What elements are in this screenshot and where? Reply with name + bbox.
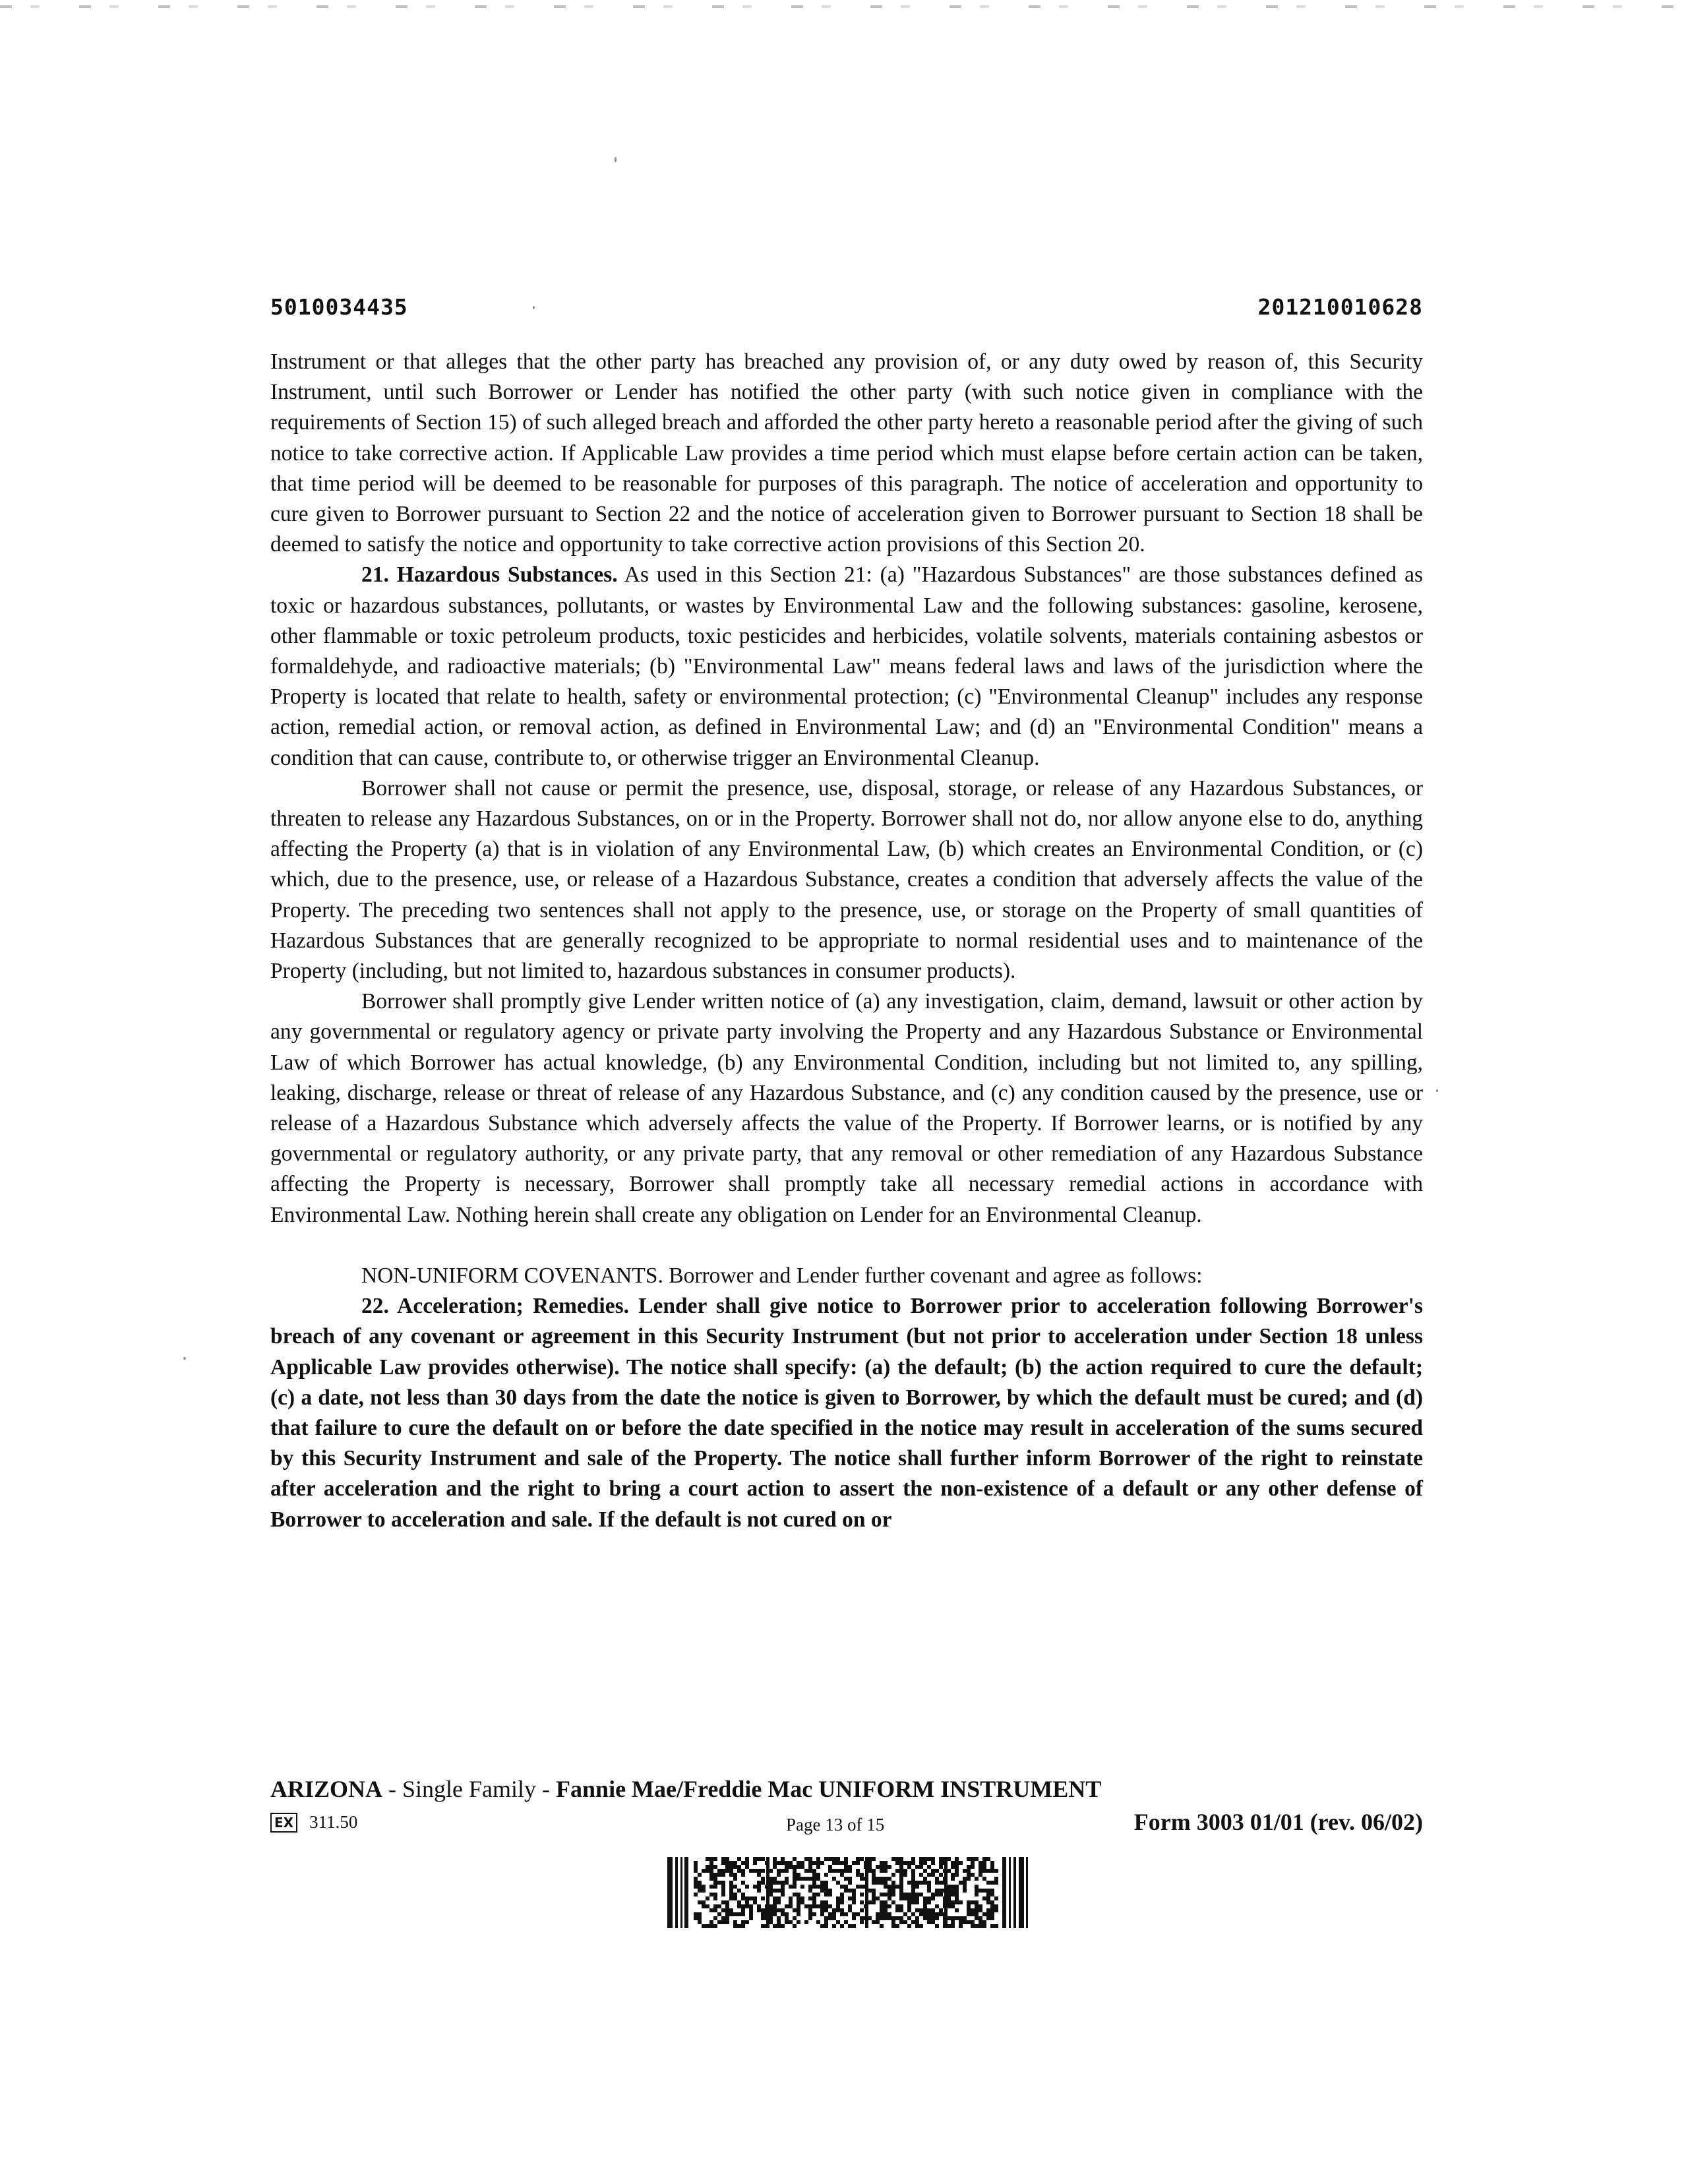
section-21-text: As used in this Section 21: (a) "Hazardous Substances" are those substances defined as toxic or hazardous substances, pollutants, or wastes by Environmental Law and the following substances: gasoline, kerosene, other flammable or toxic petroleum products, toxic pesticides and herbicides, volatile solvents, materials containing asbestos or formaldehyde, and radioactive materials; (b) "Environmental Law" means federal laws and laws of the jurisdiction where the Property is located that relate to health, safety or environmental protection; (c) "Environmental Cleanup" includes any response action, remedial action, or removal action, as defined in Environmental Law; and (d) an "Environmental Condition" means a condition that can cause, contribute to, or otherwise trigger an Environmental Cleanup. xyxy=(270,562,1423,770)
section-21-heading: 21. Hazardous Substances. xyxy=(361,562,618,588)
footer-instrument: Fannie Mae/Freddie Mac UNIFORM INSTRUMENT xyxy=(556,1776,1102,1802)
form-code xyxy=(270,1812,357,1833)
scan-speck xyxy=(183,1357,186,1360)
barcode-image xyxy=(667,1857,1029,1928)
form-code-number: 311.50 xyxy=(309,1812,358,1832)
paragraph-hazardous-notice: Borrower shall promptly give Lender written notice of (a) any investigation, claim, demand, lawsuit or other action by any governmental or regulatory agency or private party involving the Property and any Hazardous Substance or Environmental Law of which Borrower has actual knowledge, (b) any Environmental Condition, including but not limited to, any spilling, leaking, discharge, release or threat of release of any Hazardous Substance, and (c) any condition caused by the presence, use or release of a Hazardous Substance which adversely affects the value of the Property. If Borrower learns, or is notified by any governmental or regulatory authority, or any private party, that any removal or other remediation of any Hazardous Substance affecting the Property is necessary, Borrower shall promptly take all necessary remedial actions in accordance with Environmental Law. Nothing herein shall create any obligation on Lender for an Environmental Cleanup. xyxy=(270,989,1423,1227)
form-number: Form 3003 01/01 (rev. 06/02) xyxy=(1133,1809,1423,1835)
footer-family: Single Family xyxy=(402,1776,537,1802)
paragraph-hazardous-use: Borrower shall not cause or permit the presence, use, disposal, storage, or release of any Hazardous Substances, or threaten to release any Hazardous Substances, on or in the Property. Borrower shall not do, nor allow anyone else to do, anything affecting the Property (a) that is in violation of any Environmental Law, (b) which creates an Environmental Condition, or (c) which, due to the presence, use, or release of a Hazardous Substance, creates a condition that adversely affects the value of the Property. The preceding two sentences shall not apply to the presence, use, or storage on the Property of small quantities of Hazardous Substances that are generally recognized to be appropriate to normal residential uses and to maintenance of the Property (including, but not limited to, hazardous substances in consumer products). xyxy=(270,775,1423,984)
footer-separator: - xyxy=(536,1776,557,1802)
footer-row xyxy=(270,1808,1423,1841)
paragraph-section-21 xyxy=(270,560,1423,773)
document-body xyxy=(270,347,1423,1535)
footer-title xyxy=(270,1775,1101,1803)
page-number: Page 13 of 15 xyxy=(786,1815,885,1835)
scan-artifact-line xyxy=(0,5,1688,8)
scan-speck xyxy=(533,306,535,309)
document-number: 201210010628 xyxy=(1257,294,1423,320)
footer-state: ARIZONA xyxy=(270,1776,383,1802)
section-22-acceleration: 22. Acceleration; Remedies. Lender shall give notice to Borrower prior to acceleration following Borrower's breach of any covenant or agreement in this Security Instrument (but not prior to acceleration under Section 18 unless Applicable Law provides otherwise). The notice shall specify: (a) the default; (b) the action required to cure the default; (c) a date, not less than 30 days from the date the notice is given to Borrower, by which the default must be cured; and (d) that failure to cure the default on or before the date specified in the notice may result in acceleration of the sums secured by this Security Instrument and sale of the Property. The notice shall further inform Borrower of the right to reinstate after acceleration and the right to bring a court action to assert the non-existence of a default or any other defense of Borrower to acceleration and sale. If the default is not cured on or xyxy=(270,1294,1423,1532)
footer-separator: - xyxy=(382,1776,403,1802)
ex-logo-badge: EX xyxy=(270,1813,297,1833)
loan-number: 5010034435 xyxy=(270,294,408,320)
non-uniform-covenants: NON-UNIFORM COVENANTS. Borrower and Lender further covenant and agree as follows: xyxy=(361,1263,1203,1288)
scan-speck xyxy=(615,157,617,162)
paragraph-section-20-continuation: Instrument or that alleges that the other party has breached any provision of, or any duty owed by reason of, this Security Instrument, until such Borrower or Lender has notified the other party (with such notice given in compliance with the requirements of Section 15) of such alleged breach and afforded the other party hereto a reasonable period after the giving of such notice to take corrective action. If Applicable Law provides a time period which must elapse before certain action can be taken, that time period will be deemed to be reasonable for purposes of this paragraph. The notice of acceleration and opportunity to cure given to Borrower pursuant to Section 22 and the notice of acceleration given to Borrower pursuant to Section 18 shall be deemed to satisfy the notice and opportunity to take corrective action provisions of this Section 20. xyxy=(270,349,1423,557)
scan-speck xyxy=(1436,1089,1438,1092)
